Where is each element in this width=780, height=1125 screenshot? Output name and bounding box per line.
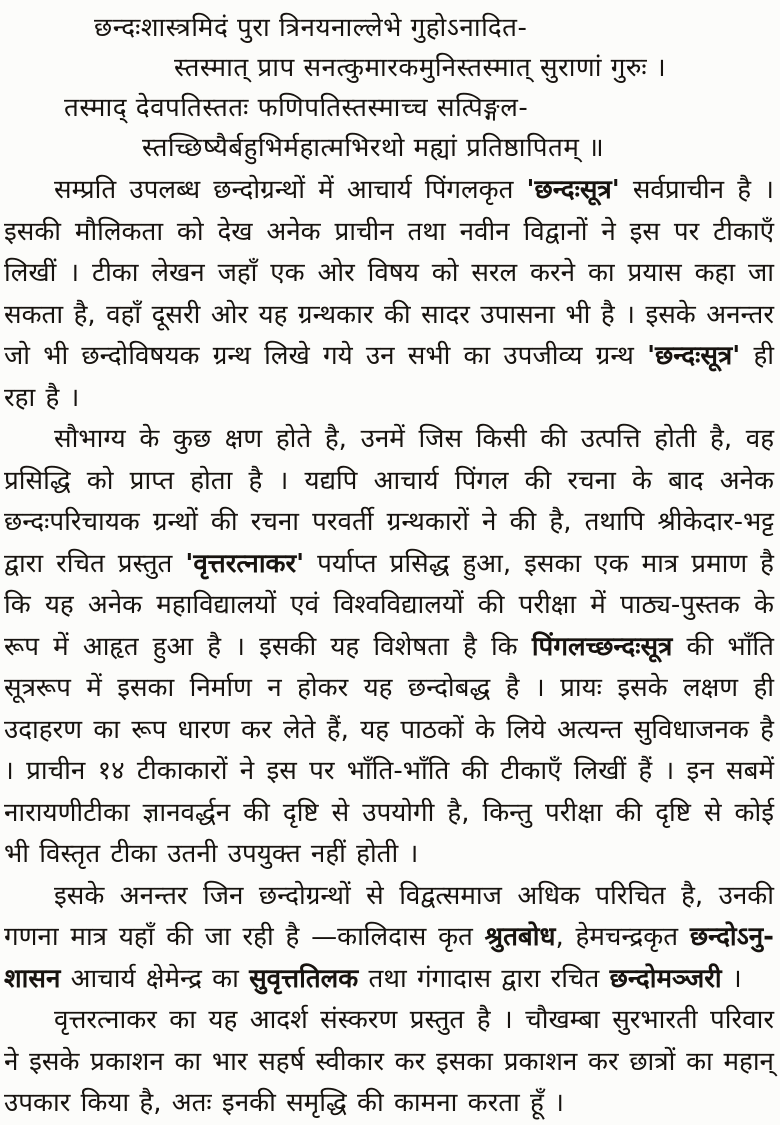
verse-line-4: स्तच्छिष्यैर्बहुभिर्महात्मभिरथो मह्यां प्रतिष्ठापितम् ॥ (142, 133, 605, 163)
text-segment: तथा गंगादास द्वारा रचित (358, 963, 610, 994)
book-title: छन्दोऽनु-शासन (4, 922, 774, 994)
text-segment: ही रहा है । (4, 341, 774, 413)
text-segment: , हेमचन्द्रकृत (555, 922, 690, 952)
paragraph-3 (4, 876, 774, 1001)
text-segment: आचार्य क्षेमेन्द्र का (60, 963, 250, 994)
verse-line-1: छन्दःशास्त्रमिदं पुरा त्रिनयनाल्लेभे गुहोऽनादित- (94, 13, 528, 43)
book-title: छन्दोमञ्जरी (609, 963, 722, 994)
text-segment: की भाँति सूत्ररूप में इसका निर्माण न होकर यह छन्दोबद्ध है । प्रायः इसके लक्षण ही उदाहरण का रूप धारण कर लेते हैं, यह पाठकों के लिये अत्यन्त सुविधाजनक है । प्राचीन १४ टीकाकारों ने इस पर भाँति-भाँति की टीकाएँ लिखीं हैं । इन सबमें नारायणीटीका ज्ञानवर्द्धन की दृष्टि से उपयोगी है, किन्तु परीक्षा की दृष्टि से कोई भी विस्तृत टीका उतनी उपयुक्त नहीं होती । (4, 631, 774, 869)
verse-line-3: तस्माद् देवपतिस्ततः फणिपतिस्तस्माच्च सत्पिङ्गल- (64, 93, 529, 123)
paragraph-1 (4, 170, 774, 419)
text-segment: वृत्तरत्नाकर का यह आदर्श संस्करण प्रस्तुत है । चौखम्बा सुरभारती परिवार ने इसके प्रकाशन का भार सहर्ष स्वीकार कर इसका प्रकाशन कर छात्रों का महान् उपकार किया है, अतः इनकी समृद्धि की कामना करता हूँ । (4, 1005, 774, 1118)
text-segment: । (721, 963, 742, 994)
book-title: पिंगलच्छन्दःसूत्र (531, 631, 673, 662)
text-segment: सर्वप्राचीन है । इसकी मौलिकता को देख अनेक प्राचीन तथा नवीन विद्वानों ने इस पर टीकाएँ लिखीं । टीका लेखन जहाँ एक ओर विषय को सरल करने का प्रयास कहा जा सकता है, वहाँ दूसरी ओर यह ग्रन्थकार की सादर उपासना भी है । इसके अनन्तर जो भी छन्दोविषयक ग्रन्थ लिखे गये उन सभी का उपजीव्य ग्रन्थ (4, 175, 774, 371)
verse-line-2: स्तस्मात् प्राप सनत्कुमारकमुनिस्तस्मात् सुराणां गुरुः । (174, 53, 667, 83)
text-segment: सौभाग्य के कुछ क्षण होते है, उनमें जिस किसी की उत्पत्ति होती है, वह प्रसिद्धि को प्राप्त होता है । यद्यपि आचार्य पिंगल की रचना के बाद अनेक छन्दःपरिचायक ग्रन्थों की रचना परवर्ती ग्रन्थकारों ने की है, तथापि श्रीकेदार-भट्ट द्वारा रचित प्रस्तुत (4, 424, 774, 579)
paragraph-4 (4, 1000, 774, 1125)
text-segment: इसके अनन्तर जिन छन्दोग्रन्थों से विद्वत्समाज अधिक परिचित है, उनकी गणना मात्र यहाँ की जा रही है —कालिदास कृत (4, 880, 774, 952)
book-title: सुवृत्ततिलक (249, 963, 359, 994)
book-title: 'छन्दःसूत्र' (526, 175, 620, 205)
book-title: 'वृत्तरत्नाकर' (185, 548, 305, 579)
paragraph-2 (4, 419, 774, 876)
book-title: श्रुतबोध (484, 922, 556, 952)
book-title: 'छन्दःसूत्र' (647, 341, 741, 371)
text-segment: सम्प्रति उपलब्ध छन्दोग्रन्थों में आचार्य पिंगलकृत (54, 175, 527, 205)
text-segment: पर्याप्त प्रसिद्ध हुआ, इसका एक मात्र प्रमाण है कि यह अनेक महाविद्यालयों एवं विश्वविद्यालयों की परीक्षा में पाठ्य-पुस्तक के रूप में आहृत हुआ है । इसकी यह विशेषता है कि (4, 548, 774, 662)
invocation-verse (4, 8, 774, 168)
